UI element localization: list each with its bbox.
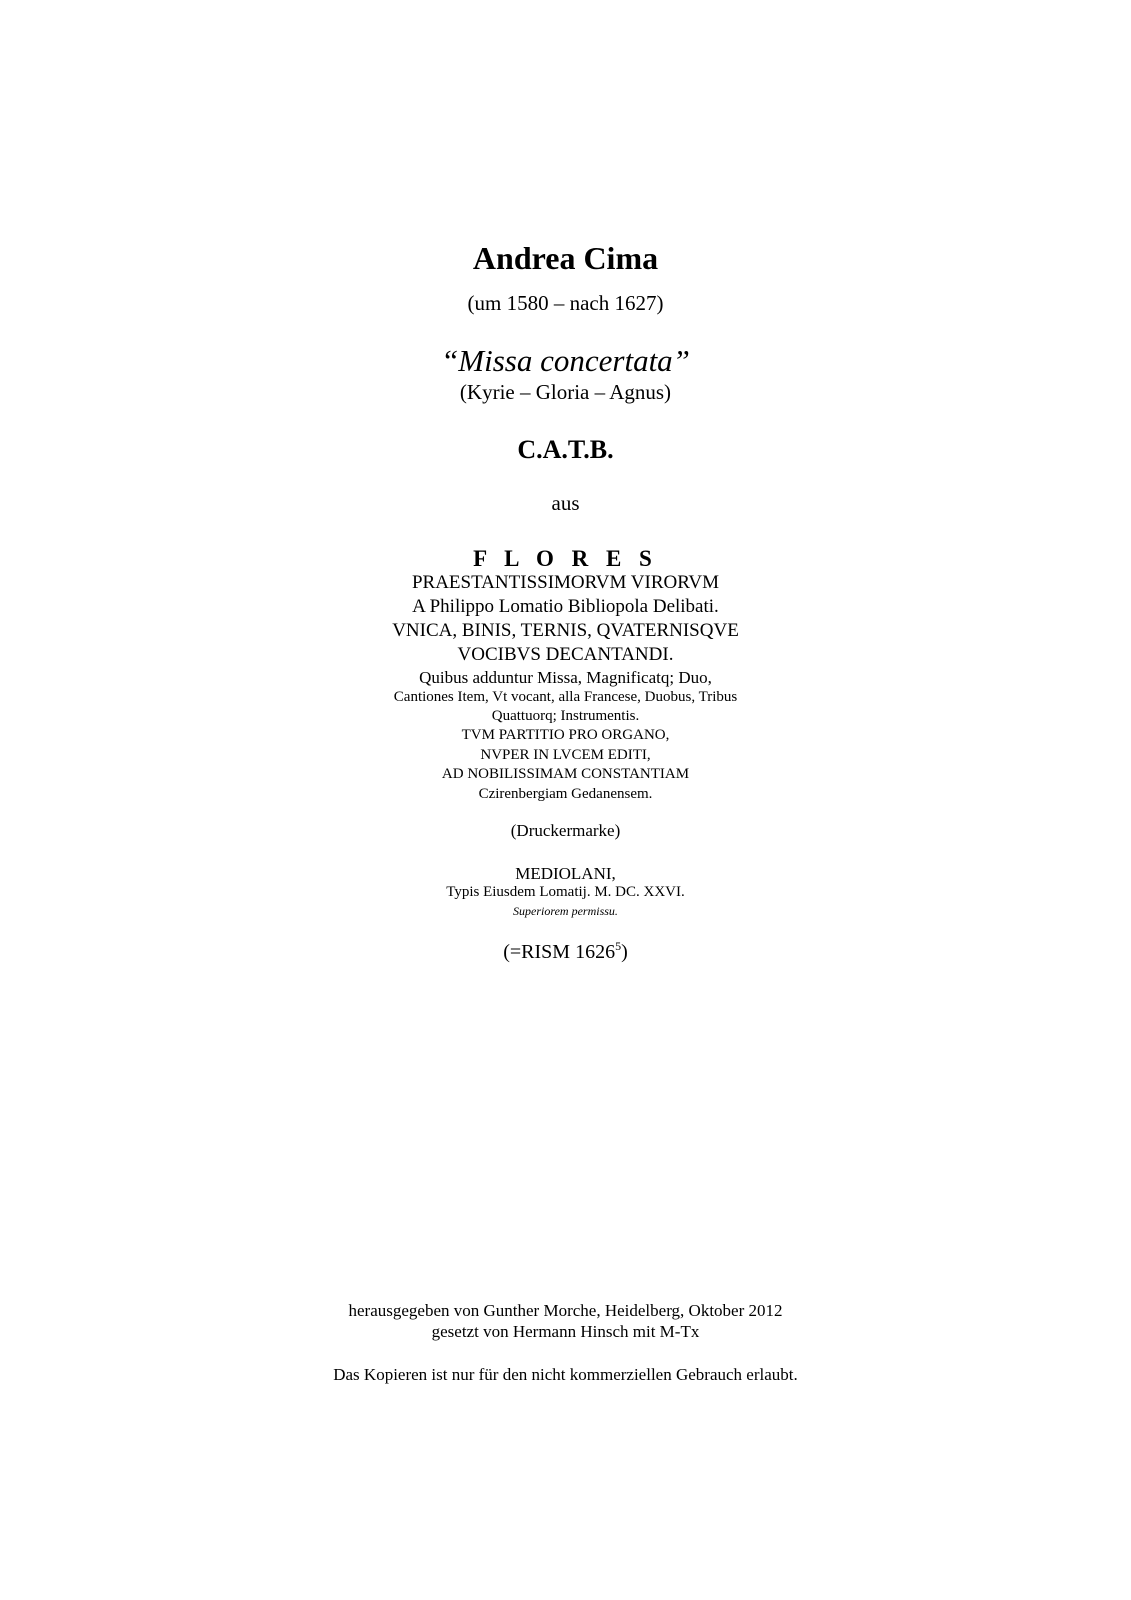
editor-credit: herausgegeben von Gunther Morche, Heidelberg, Oktober 2012: [348, 1301, 783, 1320]
source-title-line: Quattuorq; Instrumentis.: [491, 708, 640, 724]
voicing: C.A.T.B.: [517, 435, 614, 464]
source-title-line: A Philippo Lomatio Bibliopola Delibati.: [412, 596, 719, 617]
copyright-notice: Das Kopieren ist nur für den nicht kommerziellen Gebrauch erlaubt.: [333, 1365, 798, 1384]
source-title-line: TVM PARTITIO PRO ORGANO,: [461, 727, 670, 743]
rism-prefix: (=RISM 1626: [503, 941, 616, 963]
printer-mark-note: (Druckermarke): [510, 821, 621, 840]
imprint-place: MEDIOLANI,: [515, 864, 616, 883]
imprint-printer: Typis Eiusdem Lomatij. M. DC. XXVI.: [446, 884, 685, 900]
source-title-line: VOCIBVS DECANTANDI.: [457, 644, 674, 665]
source-title-line: Quibus adduntur Missa, Magnificatq; Duo,: [419, 668, 712, 687]
work-title: “Missa concertata”: [441, 343, 690, 378]
source-title-line: VNICA, BINIS, TERNIS, QVATERNISQVE: [392, 620, 739, 641]
source-heading: F L O R E S: [473, 546, 658, 571]
rism-suffix: ): [621, 941, 628, 963]
source-title-line: PRAESTANTISSIMORVM VIRORVM: [411, 572, 720, 593]
typesetter-credit: gesetzt von Hermann Hinsch mit M-Tx: [431, 1322, 700, 1341]
rism-reference: [0, 939, 1131, 963]
source-title-line: AD NOBILISSIMAM CONSTANTIAM: [441, 766, 690, 782]
movements-list: (Kyrie – Gloria – Agnus): [459, 380, 672, 404]
rism-superscript: 5: [615, 939, 622, 953]
composer-dates: (um 1580 – nach 1627): [467, 291, 664, 315]
composer-name: Andrea Cima: [472, 240, 659, 276]
source-title-line: Cantiones Item, Vt vocant, alla Francese, Duobus, Tribus: [393, 689, 738, 705]
imprint-permission: Superiorem permissu.: [513, 904, 618, 918]
source-title-line: NVPER IN LVCEM EDITI,: [480, 747, 651, 763]
source-title-line: Czirenbergiam Gedanensem.: [478, 786, 653, 802]
from-label: aus: [551, 491, 580, 515]
